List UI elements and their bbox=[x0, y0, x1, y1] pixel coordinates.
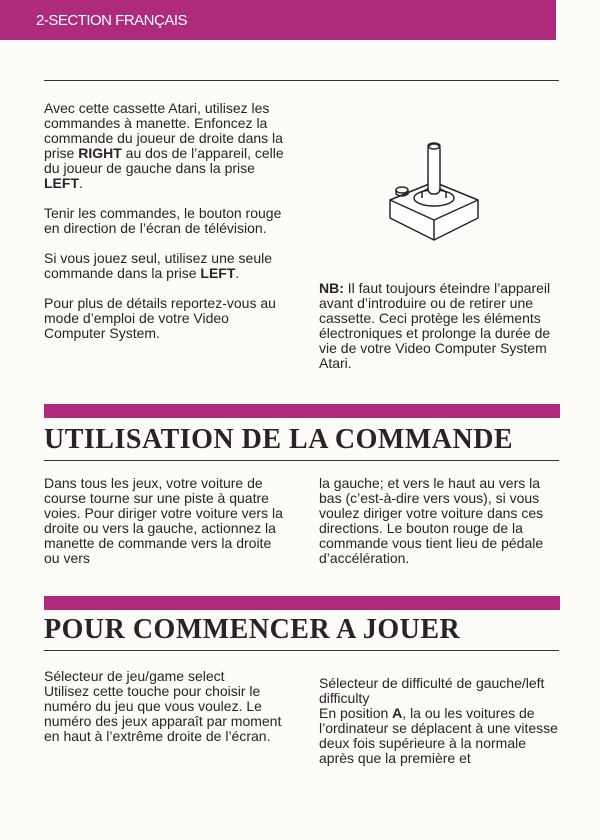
intro-paragraph-4: Pour plus de détails reportez-vous au mode d’emploi de votre Video Computer System. bbox=[44, 295, 276, 341]
intro-paragraph-3: Si vous jouez seul, utilisez une seule commande dans la prise LEFT. bbox=[44, 250, 273, 281]
section1-right-column: la gauche; et vers le haut au vers la bas (c’est-à-dire vers vous), si vous voulez diriger votre voiture dans ces directions. Le bouton rouge de la commande vous tient lieu de pédale d’accélération. bbox=[319, 475, 544, 566]
left-difficulty-heading: Sélecteur de difficulté de gauche/left difficulty bbox=[319, 675, 545, 706]
game-select-body: Utilisez cette touche pour choisir le numéro du jeu que vous voulez. Le numéro des jeux apparaît par moment en haut à l’extrême droite de l’écran. bbox=[44, 683, 282, 744]
game-select-heading: Sélecteur de jeu/game select bbox=[44, 668, 225, 684]
note-block: NB: Il faut toujours éteindre l’appareil avant d’introduire ou de retirer une cassette. Ceci protège les éléments électroniques et prolonge la durée de vie de votre Video Computer System Atari. bbox=[319, 280, 551, 371]
section1-band bbox=[44, 404, 560, 418]
intro-paragraph-1: Avec cette cassette Atari, utilisez les commandes à manette. Enfoncez la commande du joueur de droite dans la prise RIGHT au dos de l’appareil, celle du joueur de gauche dans la prise LEFT. bbox=[44, 100, 284, 191]
left-difficulty-body: En position A, la ou les voitures de l’ordinateur se déplacent à une vitesse deux fois supérieure à la normale après que la première et bbox=[319, 705, 558, 766]
joystick-icon bbox=[388, 138, 480, 244]
left-difficulty-block bbox=[319, 676, 559, 766]
section-label: 2-SECTION FRANÇAIS bbox=[36, 12, 188, 29]
section2-rule bbox=[44, 650, 559, 651]
section1-heading: UTILISATION DE LA COMMANDE bbox=[44, 424, 514, 455]
section1-rule bbox=[44, 460, 559, 461]
intro-paragraph-2: Tenir les commandes, le bouton rouge en direction de l’écran de télévision. bbox=[44, 205, 282, 236]
game-select-block bbox=[44, 669, 294, 744]
section2-heading: POUR COMMENCER A JOUER bbox=[44, 614, 461, 645]
section2-band bbox=[44, 596, 560, 610]
section1-left-column: Dans tous les jeux, votre voiture de course tourne sur une piste à quatre voies. Pour diriger votre voiture vers la droite ou vers la gauche, actionnez la manette de commande vers la droite ou vers bbox=[44, 475, 283, 566]
intro-column bbox=[44, 101, 294, 341]
top-rule bbox=[44, 80, 559, 81]
